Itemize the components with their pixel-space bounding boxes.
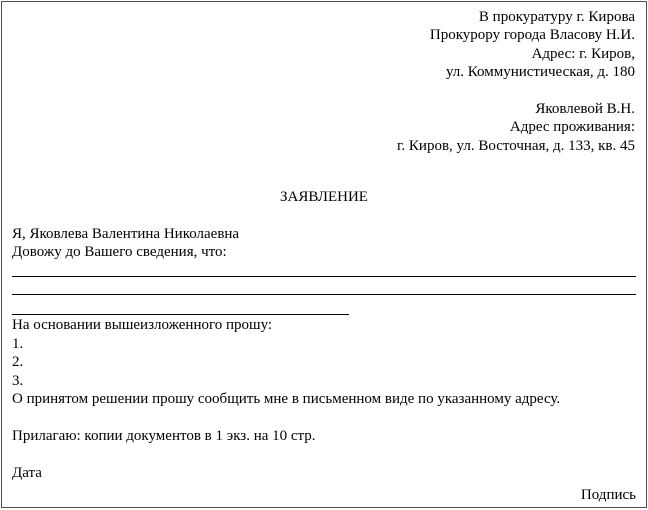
addressee-line: ул. Коммунистическая, д. 180 [445, 64, 635, 81]
request-intro: На основании вышеизложенного прошу: [12, 317, 273, 334]
applicant-intro: Я, Яковлева Валентина Николаевна [12, 225, 240, 242]
addressee-line: Прокурору города Власову Н.И. [429, 27, 635, 44]
request-item-1: 1. [12, 335, 24, 352]
applicant-line: Яковлевой В.Н. [535, 101, 635, 118]
spacer [12, 445, 636, 463]
addressee-block [12, 8, 636, 82]
request-item-2: 2. [12, 354, 24, 371]
signature-label: Подпись [580, 486, 636, 503]
blank-line-1 [12, 276, 636, 277]
blank-line-3 [12, 314, 349, 315]
date-label: Дата [12, 464, 42, 481]
document-title: ЗАЯВЛЕНИЕ [280, 189, 368, 206]
response-request: О принятом решении прошу сообщить мне в письменном виде по указанному адресу. [12, 391, 561, 408]
blank-line-2 [12, 294, 636, 295]
spacer [12, 408, 636, 426]
notice-line: Довожу до Вашего сведения, что: [12, 244, 227, 261]
request-item-3: 3. [12, 372, 24, 389]
addressee-line: В прокуратуру г. Кирова [478, 9, 635, 25]
applicant-line: г. Киров, ул. Восточная, д. 133, кв. 45 [396, 137, 635, 154]
applicant-block [12, 100, 636, 155]
applicant-line: Адрес проживания: [509, 119, 635, 136]
addressee-line: Адрес: г. Киров, [531, 45, 635, 62]
attachments-line: Прилагаю: копии документов в 1 экз. на 10 стр. [12, 427, 316, 444]
application-document [1, 1, 647, 508]
